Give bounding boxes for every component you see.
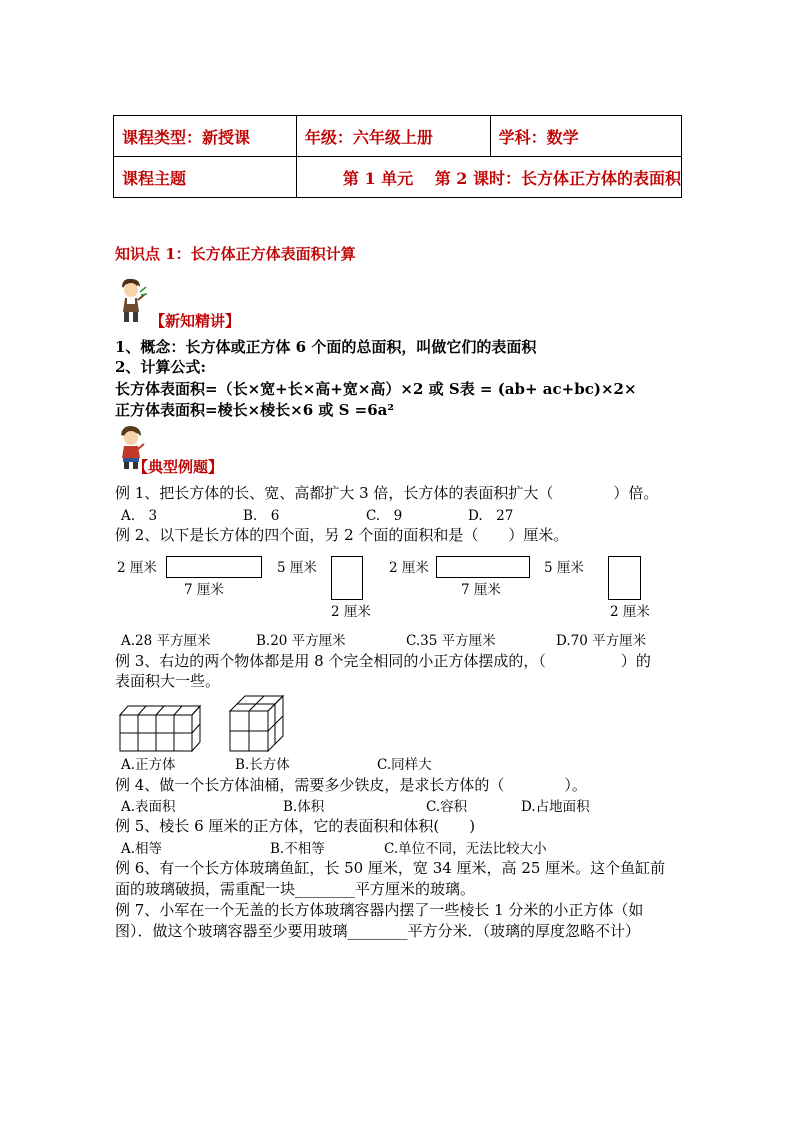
example-1-question: 例 1、把长方体的长、宽、高都扩大 3 倍，长方体的表面积扩大（ ）倍。 [115,484,659,502]
example-2-question: 例 2、以下是长方体的四个面，另 2 个面的面积和是（ ）厘米。 [115,526,569,544]
course-header-table [113,115,682,198]
face4-height-label: 5 厘米 [544,560,584,576]
example-1-option-a: A. 3 [121,508,158,524]
subject-cell: 学科：数学 [490,116,681,157]
example-7-line1: 例 7、小军在一个无盖的长方体玻璃容器内摆了一些棱长 1 分米的小正方体（如 [115,901,644,919]
example-4-option-b: B.体积 [283,799,325,815]
formula-heading: 2、计算公式: [115,358,206,376]
example-7-line2: 图）．做这个玻璃容器至少要用玻璃________平方分米．（玻璃的厚度忽略不计） [115,922,641,940]
face3-rectangle [436,556,530,578]
example-1-option-b: B. 6 [243,508,280,524]
example-4-option-a: A.表面积 [121,799,176,815]
cube-of-cubes-figure [229,694,285,752]
formula-cube: 正方体表面积=棱长×棱长×6 或 S =6a² [115,401,394,419]
face2-width-label: 2 厘米 [331,604,371,620]
course-type-cell: 课程类型：新授课 [114,116,297,157]
example-5-option-a: A.相等 [121,841,163,857]
example-2-option-b: B.20 平方厘米 [256,633,346,649]
example-3-option-b: B.长方体 [235,757,290,773]
example-1-option-c: C. 9 [366,508,403,524]
teacher-cartoon-icon [113,276,147,324]
example-1-option-d: D. 27 [468,508,514,524]
new-knowledge-heading: 【新知精讲】 [150,312,241,330]
topic-label-cell: 课程主题 [114,157,297,198]
knowledge-point-title: 知识点 1：长方体正方体表面积计算 [115,245,356,263]
example-4-option-d: D.占地面积 [521,799,590,815]
cuboid-of-cubes-figure [119,704,201,752]
face2-height-label: 5 厘米 [277,560,317,576]
example-5-option-c: C.单位不同，无法比较大小 [384,841,547,857]
face3-length-label: 7 厘米 [461,582,501,598]
example-2-option-a: A.28 平方厘米 [121,633,211,649]
face4-rectangle [608,556,641,600]
example-3-option-c: C.同样大 [377,757,432,773]
example-2-option-c: C.35 平方厘米 [406,633,496,649]
example-3-question-line2: 表面积大一些。 [115,672,221,690]
face1-rectangle [166,556,262,578]
face4-width-label: 2 厘米 [610,604,650,620]
example-6-line2: 面的玻璃破损，需重配一块________平方厘米的玻璃。 [115,880,476,898]
grade-cell: 年级：六年级上册 [296,116,490,157]
example-2-option-d: D.70 平方厘米 [556,633,647,649]
concept-text: 1、概念：长方体或正方体 6 个面的总面积，叫做它们的表面积 [115,338,537,356]
example-4-question: 例 4、做一个长方体油桶，需要多少铁皮，是求长方体的（ ）。 [115,776,587,794]
topic-value-cell: 第 1 单元 第 2 课时：长方体正方体的表面积 [296,157,681,198]
face1-length-label: 7 厘米 [184,582,224,598]
example-5-option-b: B.不相等 [270,841,325,857]
example-6-line1: 例 6、有一个长方体玻璃鱼缸，长 50 厘米，宽 34 厘米，高 25 厘米。这个鱼缸前 [115,859,666,877]
example-5-question: 例 5、棱长 6 厘米的正方体，它的表面积和体积( ) [115,817,476,835]
formula-cuboid: 长方体表面积=（长×宽+长×高+宽×高）×2 或 S表 = (ab+ ac+bc)×2× [115,380,637,398]
example-4-option-c: C.容积 [426,799,468,815]
example-3-option-a: A.正方体 [121,757,176,773]
face3-width-label: 2 厘米 [389,560,429,576]
example-3-question-line1: 例 3、右边的两个物体都是用 8 个完全相同的小正方体摆成的，（ ）的 [115,652,651,670]
examples-heading: 【典型例题】 [133,458,224,476]
face1-width-label: 2 厘米 [117,560,157,576]
face2-rectangle [331,556,363,600]
